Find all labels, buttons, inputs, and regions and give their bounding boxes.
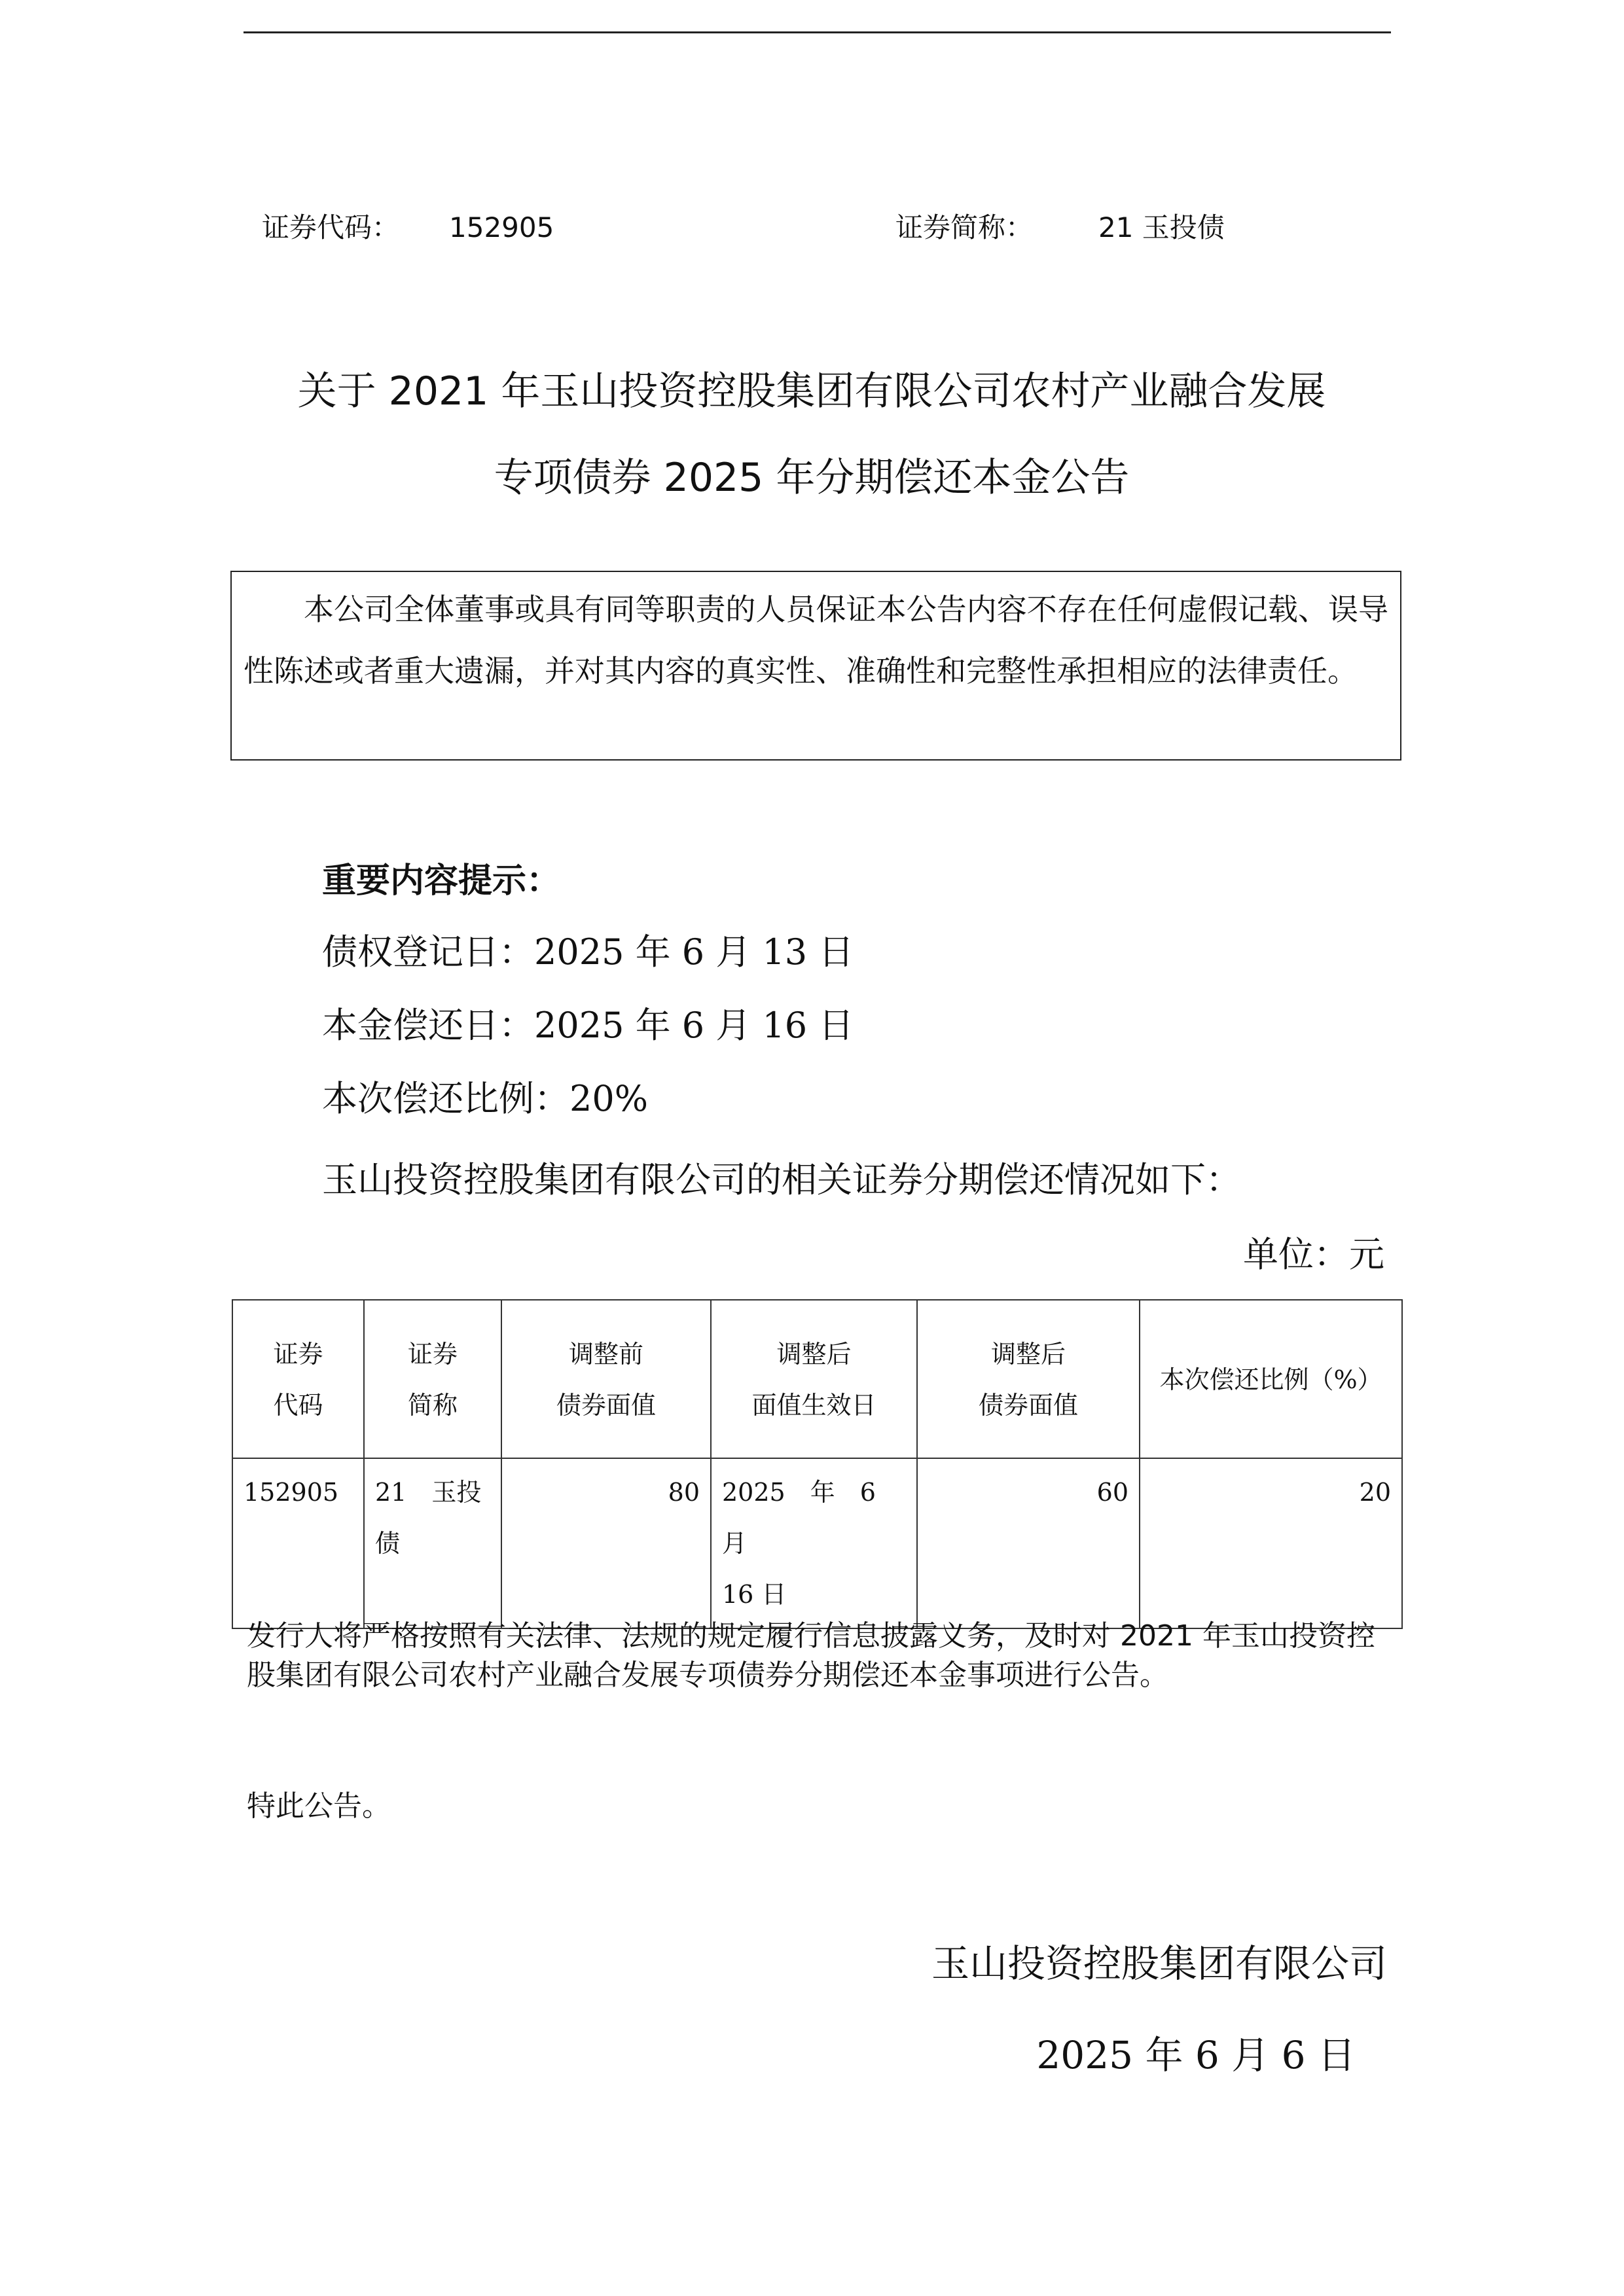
header-security-name bbox=[364, 1300, 501, 1458]
repayment-intro-line: 玉山投资控股集团有限公司的相关证券分期偿还情况如下： bbox=[322, 1159, 1241, 1200]
signature-date: 2025 年 6 月 6 日 bbox=[1036, 2033, 1356, 2077]
header-text: 债券面值 bbox=[556, 1391, 656, 1420]
header-text: 债券面值 bbox=[978, 1391, 1078, 1420]
header-face-value-after bbox=[917, 1300, 1140, 1458]
repayment-date-line: 本金偿还日：2025 年 6 月 16 日 bbox=[322, 1005, 854, 1046]
cell-text: 2025 年 6 月 bbox=[722, 1478, 901, 1558]
table-row bbox=[232, 1458, 1402, 1628]
header-text: 面值生效日 bbox=[751, 1391, 876, 1420]
unit-label: 单位：元 bbox=[1243, 1234, 1384, 1275]
header-text: 证券 bbox=[273, 1340, 323, 1369]
header-text: 调整后 bbox=[776, 1340, 852, 1369]
header-text: 简称 bbox=[407, 1391, 458, 1420]
responsibility-disclaimer-box bbox=[230, 571, 1401, 761]
cell-security-code: 152905 bbox=[232, 1458, 364, 1628]
header-effective-date bbox=[711, 1300, 917, 1458]
issuer-signature: 玉山投资控股集团有限公司 bbox=[931, 1941, 1387, 1986]
closing-remark: 特此公告。 bbox=[247, 1789, 391, 1823]
cell-security-name bbox=[364, 1458, 501, 1628]
key-points-heading bbox=[322, 844, 1435, 917]
header-text: 证券 bbox=[407, 1340, 458, 1369]
cell-repayment-ratio: 20 bbox=[1140, 1458, 1402, 1628]
header-text: 本次偿还比例（%） bbox=[1159, 1365, 1382, 1394]
security-short-name-label: 证券简称： bbox=[895, 211, 1034, 243]
header-face-value-before bbox=[501, 1300, 711, 1458]
header-text: 调整后 bbox=[990, 1340, 1066, 1369]
repayment-ratio-line: 本次偿还比例：20% bbox=[322, 1078, 649, 1119]
table-header-row bbox=[232, 1300, 1402, 1458]
security-code-label: 证券代码： bbox=[262, 211, 400, 243]
key-points-heading-text: 重要内容提示： bbox=[322, 861, 561, 901]
repayment-table bbox=[232, 1299, 1403, 1629]
security-code-value: 152905 bbox=[449, 211, 554, 243]
header-rule bbox=[244, 31, 1391, 33]
header-security-code bbox=[232, 1300, 364, 1458]
cell-face-value-before: 80 bbox=[501, 1458, 711, 1628]
security-short-name-value: 21 玉投债 bbox=[1098, 211, 1225, 243]
record-date-line: 债权登记日：2025 年 6 月 13 日 bbox=[322, 931, 854, 973]
announcement-title-line-1: 关于 2021 年玉山投资控股集团有限公司农村产业融合发展 bbox=[297, 368, 1326, 414]
header-text: 调整前 bbox=[568, 1340, 643, 1369]
header-repayment-ratio bbox=[1140, 1300, 1402, 1458]
cell-face-value-after: 60 bbox=[917, 1458, 1140, 1628]
announcement-title-line-2: 专项债券 2025 年分期偿还本金公告 bbox=[494, 455, 1130, 501]
header-text: 代码 bbox=[273, 1391, 323, 1420]
cell-effective-date bbox=[711, 1458, 917, 1628]
cell-text: 债 bbox=[375, 1529, 401, 1558]
disclosure-paragraph: 发行人将严格按照有关法律、法规的规定履行信息披露义务，及时对 2021 年玉山投资控股集团有限公司农村产业融合发展专项债券分期偿还本金事项进行公告。 bbox=[247, 1619, 1375, 1692]
disclaimer-text: 本公司全体董事或具有同等职责的人员保证本公告内容不存在任何虚假记载、误导性陈述或者重大遗漏，并对其内容的真实性、准确性和完整性承担相应的法律责任。 bbox=[244, 592, 1388, 689]
cell-text: 16 日 bbox=[722, 1580, 787, 1609]
cell-text: 21 玉投 bbox=[375, 1478, 482, 1507]
